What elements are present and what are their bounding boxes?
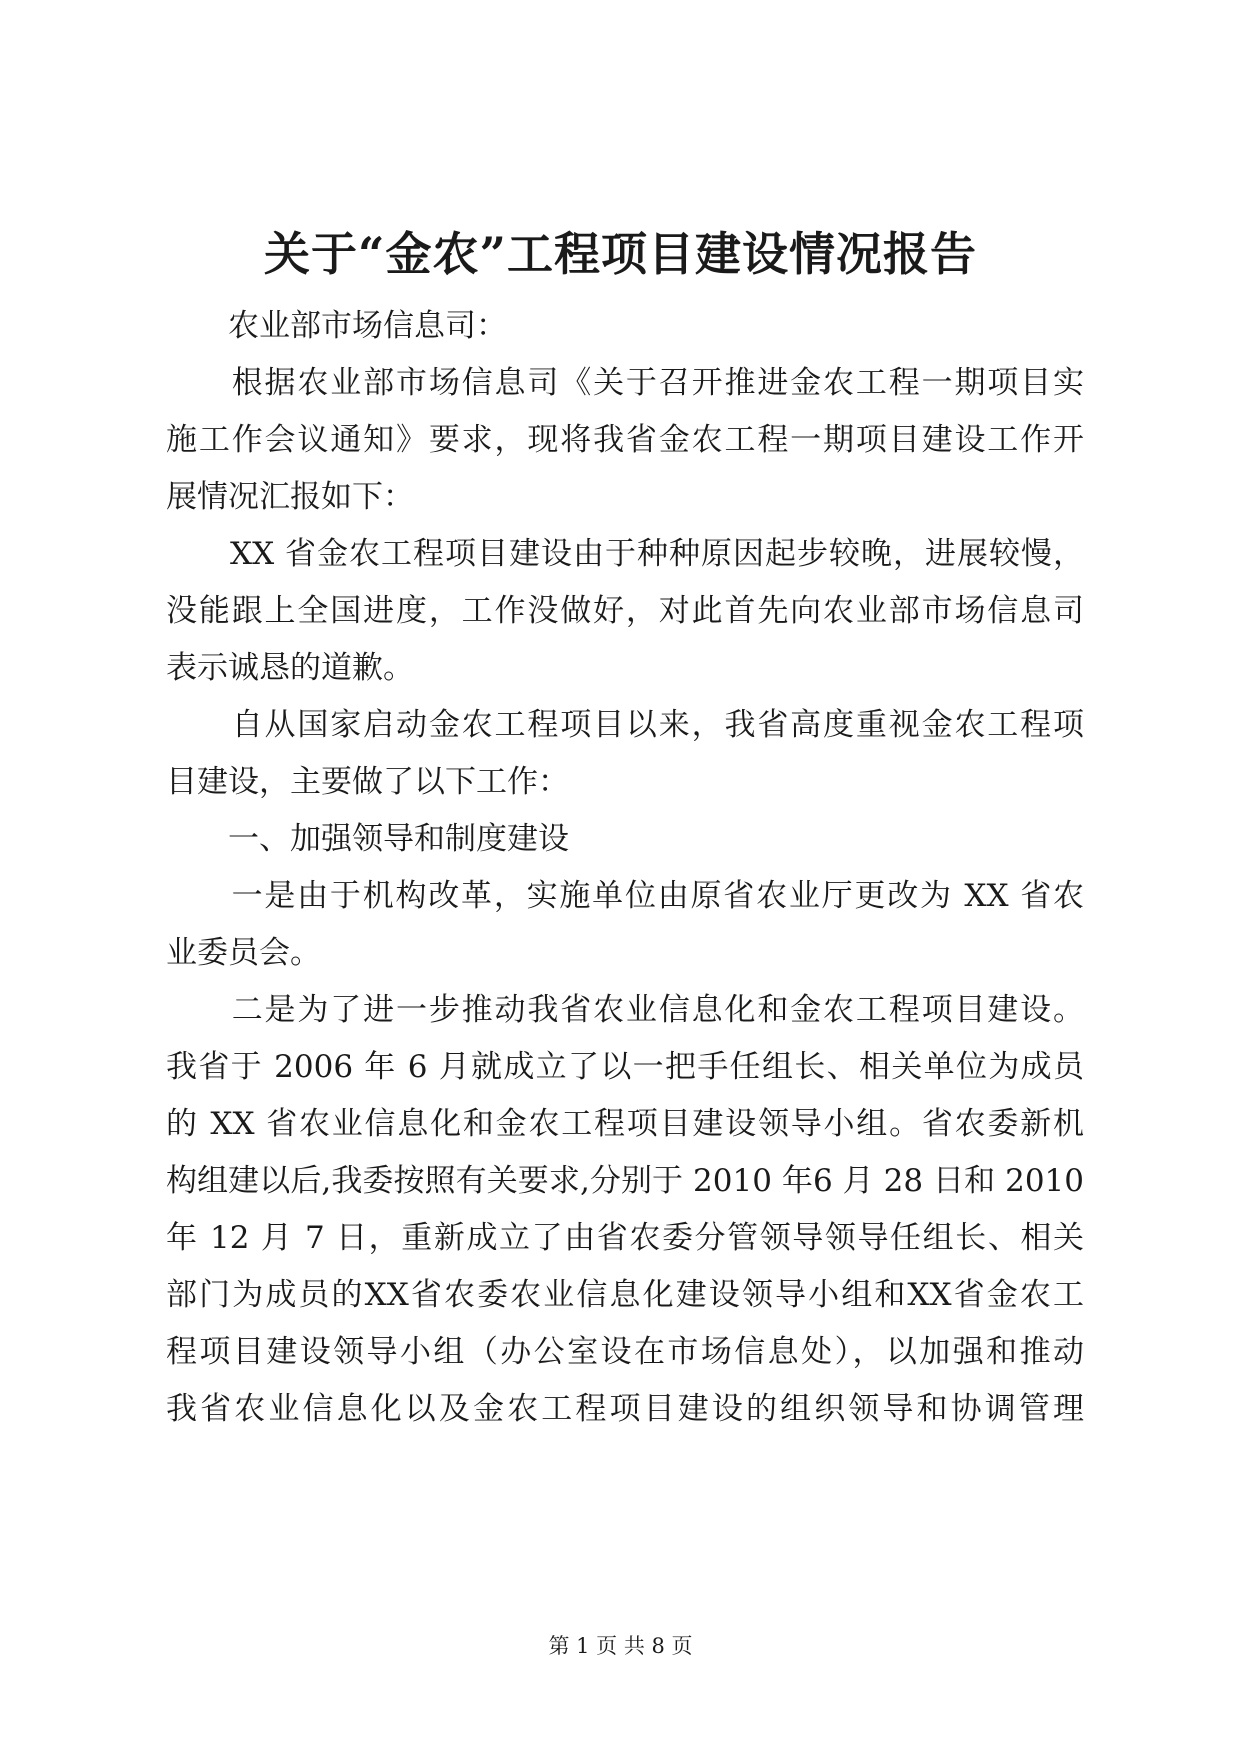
text-line: 的 XX 省农业信息化和金农工程项目建设领导小组。省农委新机: [166, 1106, 1084, 1142]
text-line: 目建设，主要做了以下工作：: [166, 764, 569, 800]
text-line: 一是由于机构改革，实施单位由原省农业厅更改为 XX 省农: [166, 878, 1084, 914]
text-line: 程项目建设领导小组（办公室设在市场信息处），以加强和推动: [166, 1334, 1084, 1370]
text-line: 施工作会议通知》要求，现将我省金农工程一期项目建设工作开: [166, 422, 1084, 458]
text-line: 根据农业部市场信息司《关于召开推进金农工程一期项目实: [166, 365, 1084, 401]
page-footer: 第 1 页 共 8 页: [548, 1634, 693, 1658]
text-line: XX 省金农工程项目建设由于种种原因起步较晚，进展较慢，: [166, 536, 1084, 572]
text-line: 构组建以后,我委按照有关要求,分别于 2010 年6 月 28 日和 2010: [166, 1163, 1084, 1199]
text-line: 自从国家启动金农工程项目以来，我省高度重视金农工程项: [166, 707, 1084, 743]
text-line: 年 12 月 7 日，重新成立了由省农委分管领导领导任组长、相关: [166, 1220, 1084, 1256]
text-line: 我省于 2006 年 6 月就成立了以一把手任组长、相关单位为成员: [166, 1049, 1084, 1085]
text-line: 展情况汇报如下：: [166, 479, 414, 515]
section-heading: 一、加强领导和制度建设: [166, 821, 569, 857]
text-line: 农业部市场信息司：: [166, 308, 507, 344]
text-line: 没能跟上全国进度，工作没做好，对此首先向农业部市场信息司: [166, 593, 1084, 629]
text-line: 表示诚恳的道歉。: [166, 650, 414, 686]
text-line: 二是为了进一步推动我省农业信息化和金农工程项目建设。: [166, 992, 1084, 1028]
text-line: 部门为成员的XX省农委农业信息化建设领导小组和XX省金农工: [166, 1277, 1084, 1313]
text-line: 业委员会。: [166, 935, 321, 971]
text-line: 我省农业信息化以及金农工程项目建设的组织领导和协调管理: [166, 1391, 1084, 1427]
document-title: 关于“金农”工程项目建设情况报告: [264, 227, 977, 281]
